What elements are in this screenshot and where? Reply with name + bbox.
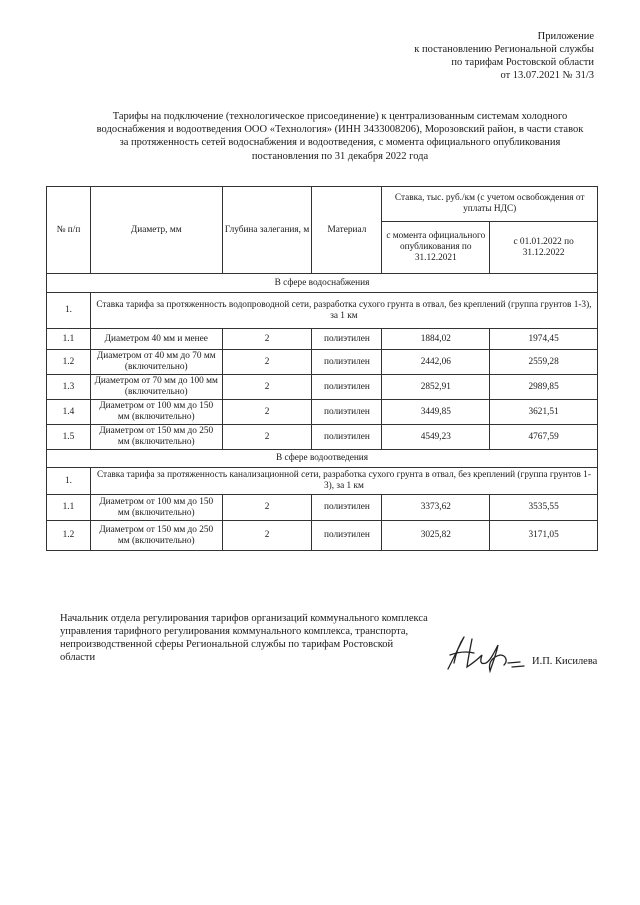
rate-description-water: Ставка тарифа за протяженность водопроводной сети, разработка сухого грунта в отвал, без креплений (группа грунтов 1-3), за 1 км <box>90 293 597 329</box>
row-num: 1.2 <box>47 350 91 375</box>
row-num: 1.3 <box>47 375 91 400</box>
rate-cell-period-1: 2442,06 <box>382 350 490 375</box>
header-material: Материал <box>312 187 382 274</box>
rate-cell-period-2: 4767,59 <box>490 425 598 450</box>
rate-cell-period-2: 3535,55 <box>490 495 598 521</box>
document-title: Тарифы на подключение (технологическое присоединение) к централизованным системам холодного водоснабжения и водоотведения ООО «Технология» (ИНН 3433008206), Морозовский район, в части ставок за протяженность сетей водоснабжения и водоотведения, с момента официального опубликования постановления по 31 декабря 2022 года <box>96 111 584 162</box>
material-cell: полиэтилен <box>312 329 382 350</box>
rate-cell-period-1: 3025,82 <box>382 521 490 551</box>
appendix-line: Приложение <box>537 31 594 42</box>
diameter-cell: Диаметром от 70 мм до 100 мм (включительно) <box>90 375 222 400</box>
depth-cell: 2 <box>222 329 312 350</box>
diameter-cell: Диаметром от 100 мм до 150 мм (включительно) <box>90 495 222 521</box>
row-num: 1.1 <box>47 495 91 521</box>
material-cell: полиэтилен <box>312 425 382 450</box>
row-num: 1.2 <box>47 521 91 551</box>
diameter-cell: Диаметром от 100 мм до 150 мм (включительно) <box>90 400 222 425</box>
material-cell: полиэтилен <box>312 350 382 375</box>
header-num: № п/п <box>47 187 91 274</box>
material-cell: полиэтилен <box>312 375 382 400</box>
depth-cell: 2 <box>222 400 312 425</box>
row-num: 1. <box>47 468 91 495</box>
diameter-cell: Диаметром от 150 мм до 250 мм (включительно) <box>90 521 222 551</box>
rate-cell-period-2: 1974,45 <box>490 329 598 350</box>
row-num: 1. <box>47 293 91 329</box>
header-period-2: с 01.01.2022 по 31.12.2022 <box>490 222 598 274</box>
section-water: В сфере водоснабжения <box>47 274 598 293</box>
row-num: 1.1 <box>47 329 91 350</box>
rate-cell-period-2: 2559,28 <box>490 350 598 375</box>
appendix-line: по тарифам Ростовской области <box>451 57 594 68</box>
rate-cell-period-1: 3449,85 <box>382 400 490 425</box>
row-num: 1.5 <box>47 425 91 450</box>
row-num: 1.4 <box>47 400 91 425</box>
depth-cell: 2 <box>222 425 312 450</box>
rate-cell-period-1: 3373,62 <box>382 495 490 521</box>
tariff-table <box>46 186 598 551</box>
header-rate-group: Ставка, тыс. руб./км (с учетом освобождения от уплаты НДС) <box>382 187 598 222</box>
material-cell: полиэтилен <box>312 521 382 551</box>
rate-cell-period-1: 2852,91 <box>382 375 490 400</box>
appendix-line: к постановлению Региональной службы <box>414 44 594 55</box>
diameter-cell: Диаметром от 40 мм до 70 мм (включительно) <box>90 350 222 375</box>
handwritten-signature <box>440 633 535 675</box>
rate-cell-period-1: 1884,02 <box>382 329 490 350</box>
header-diameter: Диаметр, мм <box>90 187 222 274</box>
depth-cell: 2 <box>222 375 312 400</box>
rate-cell-period-2: 2989,85 <box>490 375 598 400</box>
depth-cell: 2 <box>222 350 312 375</box>
diameter-cell: Диаметром от 150 мм до 250 мм (включительно) <box>90 425 222 450</box>
appendix-line: от 13.07.2021 № 31/3 <box>500 70 594 81</box>
diameter-cell: Диаметром 40 мм и менее <box>90 329 222 350</box>
rate-description-sewer: Ставка тарифа за протяженность канализационной сети, разработка сухого грунта в отвал, без креплений (группа грунтов 1-3), за 1 км <box>90 468 597 495</box>
material-cell: полиэтилен <box>312 495 382 521</box>
signatory-position: Начальник отдела регулирования тарифов организаций коммунального комплекса управления тарифного регулирования коммунального комплекса, транспорта, непроизводственной сферы Региональной службы по тарифам Ростовской области <box>60 613 428 663</box>
header-depth: Глубина залегания, м <box>222 187 312 274</box>
material-cell: полиэтилен <box>312 400 382 425</box>
header-period-1: с момента официального опубликования по 31.12.2021 <box>382 222 490 274</box>
rate-cell-period-2: 3621,51 <box>490 400 598 425</box>
section-sewer: В сфере водоотведения <box>47 450 598 468</box>
rate-cell-period-1: 4549,23 <box>382 425 490 450</box>
appendix-header <box>334 30 594 82</box>
signatory-name: И.П. Кисилева <box>532 656 598 667</box>
rate-cell-period-2: 3171,05 <box>490 521 598 551</box>
depth-cell: 2 <box>222 521 312 551</box>
depth-cell: 2 <box>222 495 312 521</box>
